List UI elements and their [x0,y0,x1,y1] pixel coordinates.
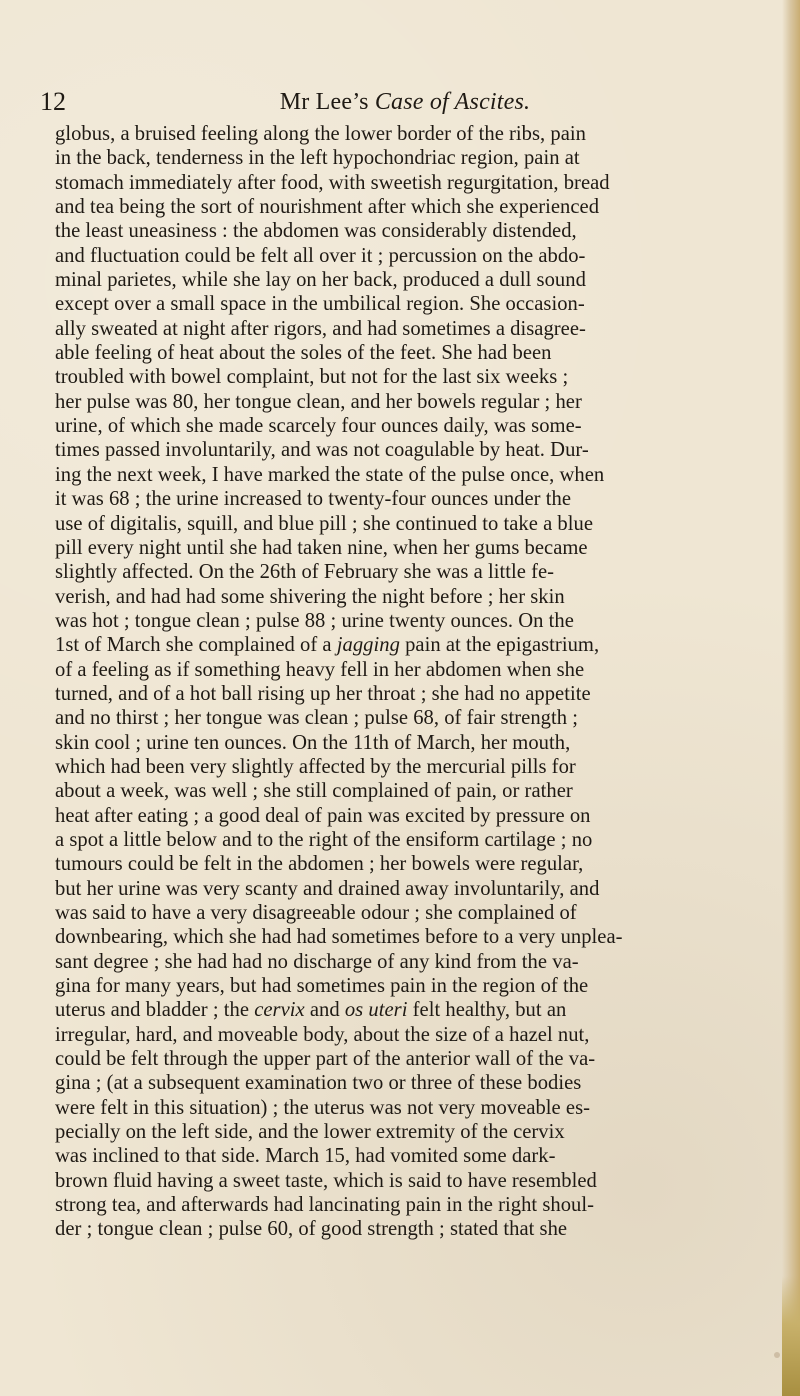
text-line [55,195,767,219]
text-line [55,512,767,536]
text-run: pecially on the left side, and the lower extremity of the cervix [55,1121,565,1144]
text-run: and [304,999,345,1022]
text-run: downbearing, which she had had sometimes before to a very unplea- [55,926,623,949]
text-line [55,950,767,974]
text-line [55,463,767,487]
running-title [40,85,770,119]
text-line [55,779,767,803]
text-run: was said to have a very disagreeable odour ; she complained of [55,902,577,924]
text-run: troubled with bowel complaint, but not for the last six weeks ; [55,366,569,389]
text-line [55,390,767,414]
text-run: uterus and bladder ; the [55,999,255,1022]
text-run: which had been very slightly affected by the mercurial pills for [55,755,576,778]
text-line [55,1193,767,1217]
text-run: could be felt through the upper part of the anterior wall of the va- [55,1048,596,1071]
page-number: 12 [40,87,66,116]
text-run: it was 68 ; the urine increased to twenty-four ounces under the [55,488,571,511]
page-edge-stain [782,1276,800,1396]
text-run: gina ; (at a subsequent examination two or three of these bodies [55,1072,582,1095]
text-line [55,1071,767,1095]
text-line [55,804,767,828]
text-line [55,755,767,779]
text-run: ally sweated at night after rigors, and had sometimes a disagree- [55,317,586,340]
text-run: and tea being the sort of nourishment after which she experienced [55,196,600,219]
text-run: and no thirst ; her tongue was clean ; pulse 68, of fair strength ; [55,707,579,730]
text-line [55,852,767,876]
text-run: pill every night until she had taken nine, when her gums became [55,536,588,559]
text-line [55,487,767,511]
text-line [55,1023,767,1047]
text-line [55,609,767,633]
text-run: were felt in this situation) ; the uterus was not very moveable es- [55,1096,591,1119]
text-run: in the back, tenderness in the left hypochondriac region, pain at [55,147,580,170]
text-run: brown fluid having a sweet taste, which is said to have resembled [55,1169,597,1192]
text-line [55,122,767,146]
italic-text-run: jagging [336,634,400,657]
text-line [55,658,767,682]
text-line [55,414,767,438]
text-line [55,901,767,925]
text-run: sant degree ; she had had no discharge of any kind from the va- [55,950,579,973]
text-line [55,317,767,341]
text-run: was hot ; tongue clean ; pulse 88 ; urine twenty ounces. On the [55,609,574,632]
page-edge [782,0,800,1396]
text-line [55,244,767,268]
running-title-prefix: Mr Lee’s [279,89,375,115]
text-run: able feeling of heat about the soles of the feet. She had been [55,342,552,365]
body-text [55,122,767,1242]
text-run: except over a small space in the umbilical region. She occasion- [55,293,585,316]
text-run: minal parietes, while she lay on her back, produced a dull sound [55,269,586,292]
text-line [55,682,767,706]
text-run: her pulse was 80, her tongue clean, and her bowels regular ; her [55,390,582,413]
text-line [55,1047,767,1071]
text-run: slightly affected. On the 26th of February she was a little fe- [55,561,555,584]
text-line [55,731,767,755]
text-run: skin cool ; urine ten ounces. On the 11th of March, her mouth, [55,731,571,754]
page-spot [774,1352,780,1358]
text-line [55,633,767,657]
text-line [55,365,767,389]
text-run: times passed involuntarily, and was not coagulable by heat. Dur- [55,439,589,462]
text-line [55,877,767,901]
text-run: use of digitalis, squill, and blue pill ; she continued to take a blue [55,512,594,535]
text-line [55,438,767,462]
text-run: but her urine was very scanty and drained away involuntarily, and [55,877,600,900]
text-line [55,560,767,584]
text-run: stomach immediately after food, with sweetish regurgitation, bread [55,171,610,194]
text-run: was inclined to that side. March 15, had vomited some dark- [55,1145,556,1168]
text-line [55,1217,767,1241]
text-run: felt healthy, but an [407,999,567,1022]
text-line [55,1144,767,1168]
text-run: heat after eating ; a good deal of pain was excited by pressure on [55,804,591,827]
text-line [55,536,767,560]
text-run: der ; tongue clean ; pulse 60, of good strength ; stated that she [55,1218,568,1241]
running-title-italic: Case of Ascites. [374,89,531,115]
italic-text-run: os uteri [344,999,408,1022]
text-run: strong tea, and afterwards had lancinating pain in the right shoul- [55,1194,595,1217]
text-line [55,1120,767,1144]
page-header [40,85,770,119]
text-line [55,1096,767,1120]
text-run: gina for many years, but had sometimes pain in the region of the [55,975,589,998]
text-run: globus, a bruised feeling along the lower border of the ribs, pain [55,123,586,145]
text-line [55,706,767,730]
text-line [55,146,767,170]
text-run: the least uneasiness : the abdomen was considerably distended, [55,220,577,243]
text-run: 1st of March she complained of a [55,634,337,657]
text-run: about a week, was well ; she still complained of pain, or rather [55,780,573,803]
italic-text-run: cervix [254,999,305,1022]
text-line [55,998,767,1022]
text-line [55,585,767,609]
text-run: of a feeling as if something heavy fell in her abdomen when she [55,658,585,681]
text-line [55,828,767,852]
text-run: tumours could be felt in the abdomen ; her bowels were regular, [55,853,584,876]
text-line [55,219,767,243]
text-run: and fluctuation could be felt all over it ; percussion on the abdo- [55,244,586,267]
text-run: urine, of which she made scarcely four ounces daily, was some- [55,415,582,438]
text-line [55,268,767,292]
text-run: verish, and had had some shivering the night before ; her skin [55,585,565,608]
text-run: turned, and of a hot ball rising up her throat ; she had no appetite [55,682,591,705]
text-run: ing the next week, I have marked the state of the pulse once, when [55,463,605,486]
text-run: pain at the epigastrium, [399,634,600,657]
text-line [55,292,767,316]
text-line [55,171,767,195]
text-line [55,341,767,365]
text-run: a spot a little below and to the right of the ensiform cartilage ; no [55,828,593,851]
text-run: irregular, hard, and moveable body, about the size of a hazel nut, [55,1023,590,1046]
text-line [55,1169,767,1193]
text-line [55,925,767,949]
text-line [55,974,767,998]
